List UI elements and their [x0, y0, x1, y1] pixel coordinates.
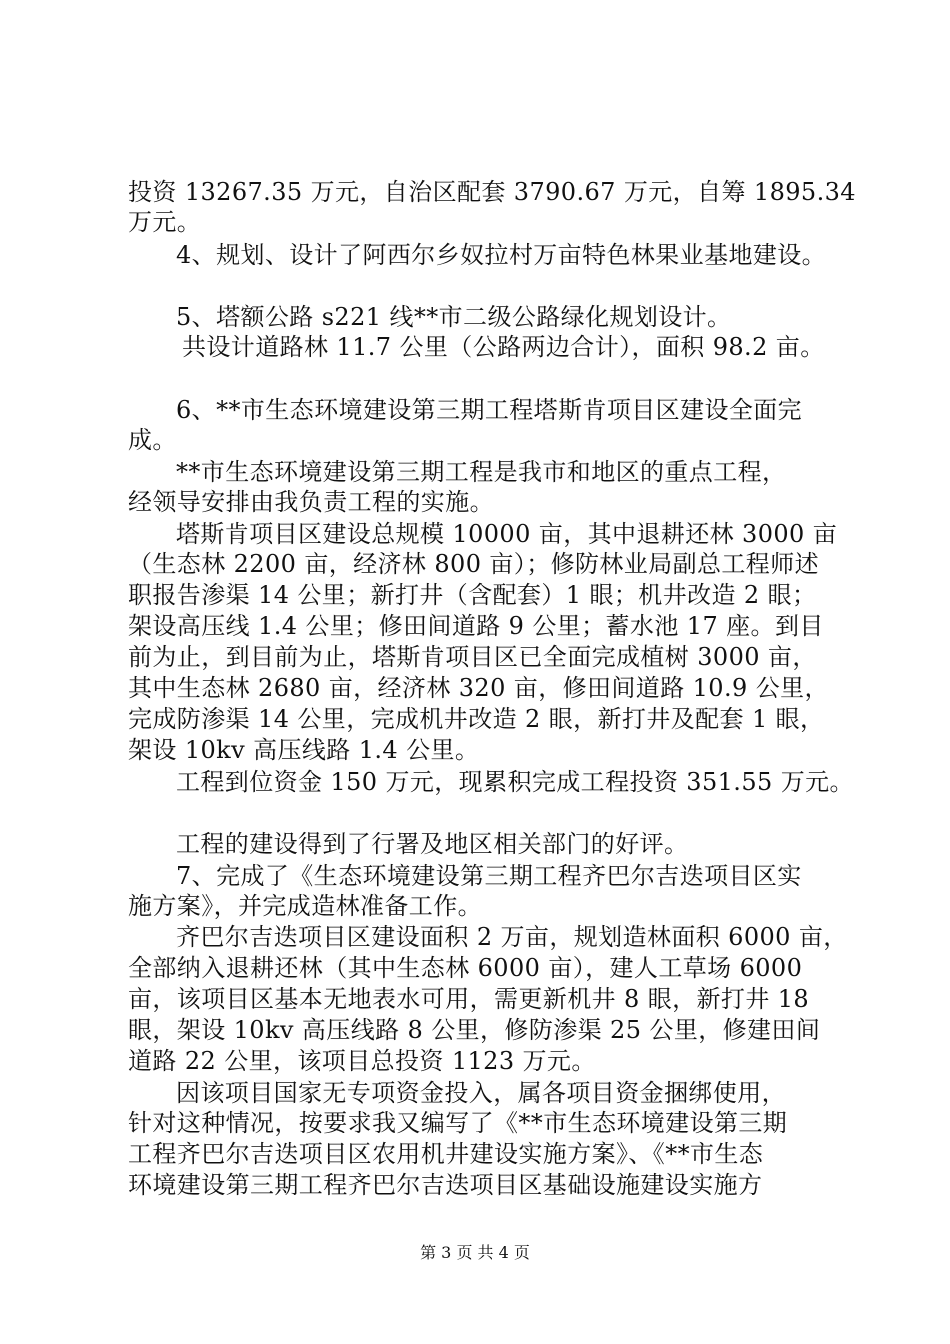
- text-line: 工程齐巴尔吉迭项目区农用机井建设实施方案》、《**市生态: [128, 1140, 764, 1168]
- text-line: 万元。: [128, 208, 202, 236]
- text-line: 架设高压线 1.4 公里；修田间道路 9 公里；蓄水池 17 座。到目: [128, 612, 824, 640]
- text-line: 4、规划、设计了阿西尔乡奴拉村万亩特色林果业基地建设。: [176, 241, 827, 269]
- text-line: 施方案》，并完成造林准备工作。: [128, 892, 482, 920]
- text-line: 因该项目国家无专项资金投入，属各项目资金捆绑使用，: [176, 1079, 786, 1107]
- text-line: 7、完成了《生态环境建设第三期工程齐巴尔吉迭项目区实: [176, 862, 802, 890]
- text-line: 其中生态林 2680 亩，经济林 320 亩，修田间道路 10.9 公里，: [128, 674, 829, 702]
- text-line: 全部纳入退耕还林（其中生态林 6000 亩），建人工草场 6000: [128, 954, 803, 982]
- text-line: 齐巴尔吉迭项目区建设面积 2 万亩，规划造林面积 6000 亩，: [176, 923, 848, 951]
- text-line: 前为止，到目前为止，塔斯肯项目区已全面完成植树 3000 亩，: [128, 643, 817, 671]
- text-line: 工程到位资金 150 万元，现累积完成工程投资 351.55 万元。: [176, 768, 854, 796]
- text-line: 塔斯肯项目区建设总规模 10000 亩，其中退耕还林 3000 亩: [176, 520, 838, 548]
- text-line: 眼，架设 10kv 高压线路 8 公里，修防渗渠 25 公里，修建田间: [128, 1016, 821, 1044]
- page-number-footer: 第 3 页 共 4 页: [420, 1243, 530, 1262]
- text-line: 投资 13267.35 万元，自治区配套 3790.67 万元，自筹 1895.34: [128, 178, 856, 206]
- text-line: 道路 22 公里，该项目总投资 1123 万元。: [128, 1047, 596, 1075]
- text-line: 工程的建设得到了行署及地区相关部门的好评。: [176, 830, 689, 858]
- text-line: 环境建设第三期工程齐巴尔吉迭项目区基础设施建设实施方: [128, 1171, 763, 1199]
- text-line: 亩，该项目区基本无地表水可用，需更新机井 8 眼，新打井 18: [128, 985, 810, 1013]
- text-line: 针对这种情况，按要求我又编写了《**市生态环境建设第三期: [128, 1109, 788, 1137]
- text-line: **市生态环境建设第三期工程是我市和地区的重点工程，: [176, 458, 787, 486]
- text-line: 架设 10kv 高压线路 1.4 公里。: [128, 736, 480, 764]
- text-line: 5、塔额公路 s221 线**市二级公路绿化规划设计。: [176, 303, 732, 331]
- text-line: （生态林 2200 亩，经济林 800 亩）；修防林业局副总工程师述: [128, 550, 820, 578]
- text-line: 6、**市生态环境建设第三期工程塔斯肯项目区建设全面完: [176, 396, 803, 424]
- text-line: 共设计道路林 11.7 公里（公路两边合计），面积 98.2 亩。: [182, 333, 825, 361]
- text-line: 经领导安排由我负责工程的实施。: [128, 488, 494, 516]
- text-line: 完成防渗渠 14 公里，完成机井改造 2 眼，新打井及配套 1 眼，: [128, 705, 825, 733]
- text-line: 职报告渗渠 14 公里；新打井（含配套）1 眼；机井改造 2 眼；: [128, 581, 817, 609]
- text-line: 成。: [128, 426, 177, 454]
